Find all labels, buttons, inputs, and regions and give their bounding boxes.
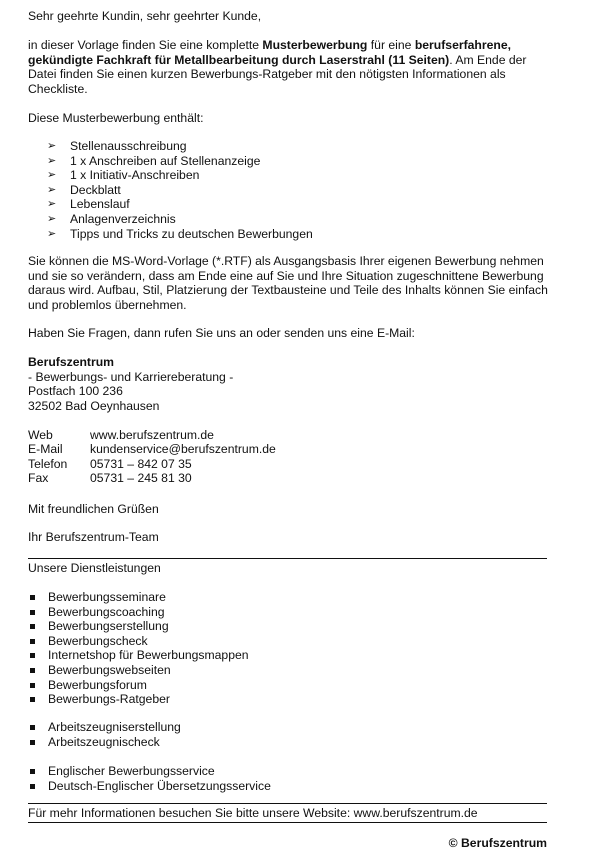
contact-value: www.berufszentrum.de: [90, 428, 214, 442]
contents-item-label: Deckblatt: [70, 182, 121, 197]
service-item-label: Bewerbungscheck: [48, 633, 148, 648]
divider-top: [28, 558, 547, 559]
copyright-bold: © Berufszentrum: [448, 836, 547, 850]
contents-item: [28, 212, 548, 227]
square-bullet-icon: [30, 639, 35, 644]
arrow-bullet-icon: ➢: [47, 227, 57, 240]
service-item: [28, 590, 249, 605]
divider-middle: [28, 803, 547, 804]
square-bullet-icon: [30, 653, 35, 658]
arrow-bullet-icon: ➢: [47, 169, 57, 182]
contents-item: [28, 168, 548, 183]
company-name: [28, 355, 233, 370]
service-item-label: Bewerbungsseminare: [48, 590, 166, 604]
service-item-label: Bewerbungs-Ratgeber: [48, 692, 170, 707]
company-city: 32502 Bad Oeynhausen: [28, 398, 160, 413]
service-item: [28, 678, 249, 693]
contents-heading: Diese Musterbewerbung enthält:: [28, 111, 204, 125]
contents-item: [28, 183, 548, 198]
service-item-label: Arbeitszeugnischeck: [48, 734, 160, 749]
arrow-bullet-icon: ➢: [47, 183, 57, 196]
square-bullet-icon: [30, 595, 35, 600]
square-bullet-icon: [30, 740, 35, 745]
service-item-label: Bewerbungserstellung: [48, 619, 169, 634]
company-postbox: Postfach 100 236: [28, 384, 123, 398]
contents-item: [28, 197, 548, 212]
service-item-label: Arbeitszeugniserstellung: [48, 720, 181, 734]
arrow-bullet-icon: ➢: [47, 154, 57, 167]
service-item: [28, 692, 249, 707]
service-item: [28, 605, 249, 620]
contact-value: 05731 – 245 81 30: [90, 470, 192, 485]
contact-label: Web: [28, 428, 53, 442]
service-item-label: Englischer Bewerbungsservice: [48, 764, 215, 778]
services-list-1: [28, 590, 249, 707]
contact-label: E-Mail: [28, 442, 63, 457]
service-item: [28, 720, 181, 735]
arrow-bullet-icon: ➢: [47, 198, 57, 211]
arrow-bullet-icon: ➢: [47, 140, 57, 152]
square-bullet-icon: [30, 668, 35, 673]
intro-bold-1: Musterbewerbung: [262, 38, 368, 52]
square-bullet-icon: [30, 784, 35, 789]
services-list-3: [28, 764, 271, 793]
intro-bold-2: berufserfahrene, gekündigte Fachkraft für Metallbearbeitung durch Laserstrahl (11 Seiten): [28, 38, 512, 67]
service-item: [28, 735, 181, 750]
intro-text-1: in dieser Vorlage finden Sie eine komplette: [28, 38, 263, 52]
contents-item-label: 1 x Anschreiben auf Stellenanzeige: [70, 153, 261, 168]
divider-bottom: [28, 822, 547, 823]
contents-item-label: Stellenausschreibung: [70, 139, 187, 153]
contents-item-label: Anlagenverzeichnis: [70, 211, 176, 226]
services-heading: Unsere Dienstleistungen: [28, 561, 161, 575]
square-bullet-icon: [30, 683, 35, 688]
questions-text: Haben Sie Fragen, dann rufen Sie uns an oder senden uns eine E-Mail:: [28, 326, 415, 340]
service-item: [28, 634, 249, 649]
intro-paragraph: [28, 38, 548, 96]
service-item-label: Bewerbungscoaching: [48, 604, 165, 619]
contact-label: Telefon: [28, 456, 68, 471]
address-block: [28, 355, 233, 413]
service-item: [28, 764, 271, 779]
service-item-label: Bewerbungsforum: [48, 677, 147, 692]
contents-item-label: 1 x Initiativ-Anschreiben: [70, 168, 200, 183]
contact-label: Fax: [28, 470, 49, 485]
arrow-bullet-icon: ➢: [47, 212, 57, 225]
service-item: [28, 779, 271, 794]
contact-block: [28, 428, 276, 485]
intro-text-2: für eine: [367, 38, 415, 52]
company-tagline: - Bewerbungs- und Karriereberatung -: [28, 369, 234, 384]
intro-text-3: . Am Ende der Datei finden Sie einen kurzen Bewerbungs-Ratgeber mit den nötigsten Informationen als Checkliste.: [28, 52, 527, 96]
square-bullet-icon: [30, 697, 35, 702]
copyright: [449, 836, 547, 851]
service-item: [28, 663, 249, 678]
contact-row: [28, 457, 276, 471]
contents-item-label: Tipps und Tricks zu deutschen Bewerbungen: [70, 226, 313, 241]
contents-item-label: Lebenslauf: [70, 197, 130, 212]
contact-value: 05731 – 842 07 35: [90, 456, 192, 471]
square-bullet-icon: [30, 624, 35, 629]
square-bullet-icon: [30, 725, 35, 730]
service-item-label: Bewerbungswebseiten: [48, 662, 171, 677]
service-item-label: Internetshop für Bewerbungsmappen: [48, 648, 249, 663]
contents-item: [28, 227, 548, 242]
square-bullet-icon: [30, 769, 35, 774]
usage-paragraph: Sie können die MS-Word-Vorlage (*.RTF) als Ausgangsbasis Ihrer eigenen Bewerbung nehmen und sie so verändern, dass am Ende eine auf Sie und Ihre Situation zugeschnittene Bewerbung daraus wird. Aufbau, Stil, Platzierung der Textbausteine und Teile des Inhalts können Sie einfach und problemlos übernehmen.: [28, 254, 548, 312]
service-item: [28, 619, 249, 634]
closing: Mit freundlichen Grüßen: [28, 502, 159, 516]
square-bullet-icon: [30, 610, 35, 615]
signature: Ihr Berufszentrum-Team: [28, 530, 159, 544]
contact-row: [28, 471, 276, 485]
contents-item: [28, 139, 548, 154]
contact-value: kundenservice@berufszentrum.de: [90, 442, 276, 457]
service-item-label: Deutsch-Englischer Übersetzungsservice: [48, 778, 271, 793]
contact-row: [28, 442, 276, 456]
services-list-2: [28, 720, 181, 749]
contents-list: [28, 139, 548, 241]
service-item: [28, 648, 249, 663]
footer-info: Für mehr Informationen besuchen Sie bitte unsere Website: www.berufszentrum.de: [28, 806, 478, 820]
company-name-bold: Berufszentrum: [28, 355, 115, 369]
contents-item: [28, 154, 548, 169]
salutation: Sehr geehrte Kundin, sehr geehrter Kunde,: [28, 9, 262, 23]
contact-row: [28, 428, 276, 442]
